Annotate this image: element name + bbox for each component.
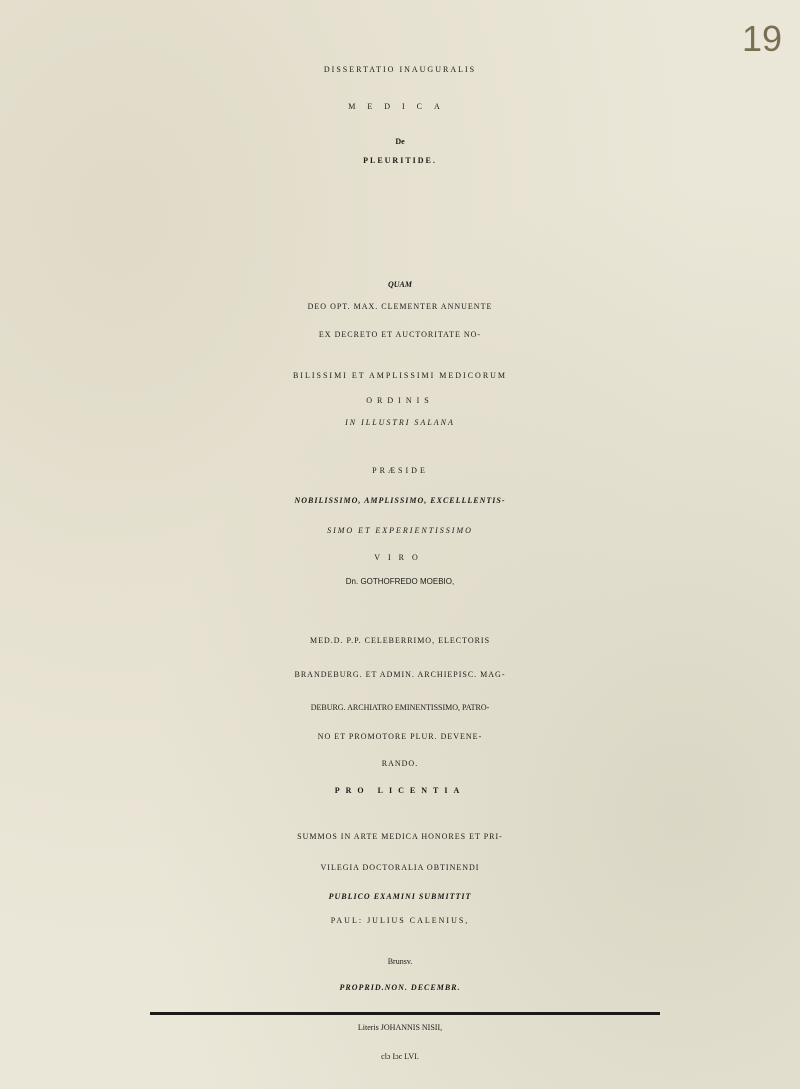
page-number: 19 — [741, 18, 782, 59]
nobilissimo-line: NOBILISSIMO, AMPLISSIMO, EXCELLLENTIS- — [294, 496, 506, 505]
rando-line: RANDO. — [381, 759, 419, 768]
deburg-line: DEBURG. ARCHIATRO EMINENTISSIMO, PATRO- — [310, 703, 490, 712]
simo-line: SIMO ET EXPERIENTISSIMO — [327, 526, 473, 535]
author-line: PAUL: JULIUS CALENIUS, — [330, 916, 470, 925]
publico-line: PUBLICO EXAMINI SUBMITTIT — [328, 892, 472, 901]
year-line: clɔ Iɔc LVI. — [381, 1052, 419, 1061]
separator-rule — [150, 1012, 660, 1015]
bilissimi-line: BILISSIMI ET AMPLISSIMI MEDICORUM — [292, 371, 508, 380]
quam-line: QUAM — [387, 280, 412, 289]
pro-licentia-line: PRO LICENTIA — [334, 786, 466, 795]
decreto-line: EX DECRETO ET AUCTORITATE NO- — [318, 330, 482, 339]
brunsv-line: Brunsv. — [387, 957, 413, 966]
deo-line: DEO OPT. MAX. CLEMENTER ANNUENTE — [307, 302, 493, 311]
praeses-name: Dn. GOTHOFREDO MOEBIO, — [345, 577, 455, 586]
viro-line: VIRO — [374, 553, 426, 562]
praeside-line: PRÆSIDE — [372, 466, 428, 475]
de-heading: De — [395, 137, 405, 146]
summos-line: SUMMOS IN ARTE MEDICA HONORES ET PRI- — [297, 832, 503, 841]
date-line: PROPRID.NON. DECEMBR. — [339, 983, 461, 992]
brandeburg-line: BRANDEBURG. ET ADMIN. ARCHIEPISC. MAG- — [294, 670, 506, 679]
printer-line: Literis JOHANNIS NISII, — [357, 1023, 443, 1032]
med-line: MED.D. P.P. CELEBERRIMO, ELECTORIS — [309, 636, 491, 645]
vilegia-line: VILEGIA DOCTORALIA OBTINENDI — [320, 863, 480, 872]
ordinis-line: ORDINIS — [366, 396, 434, 405]
salana-line: IN ILLUSTRI SALANA — [345, 418, 455, 427]
no-et-line: NO ET PROMOTORE PLUR. DEVENE- — [317, 732, 483, 741]
main-title: PLEURITIDE. — [363, 156, 437, 165]
dissertation-heading: DISSERTATIO INAUGURALIS — [323, 65, 477, 74]
medica-heading: MEDICA — [348, 102, 452, 111]
